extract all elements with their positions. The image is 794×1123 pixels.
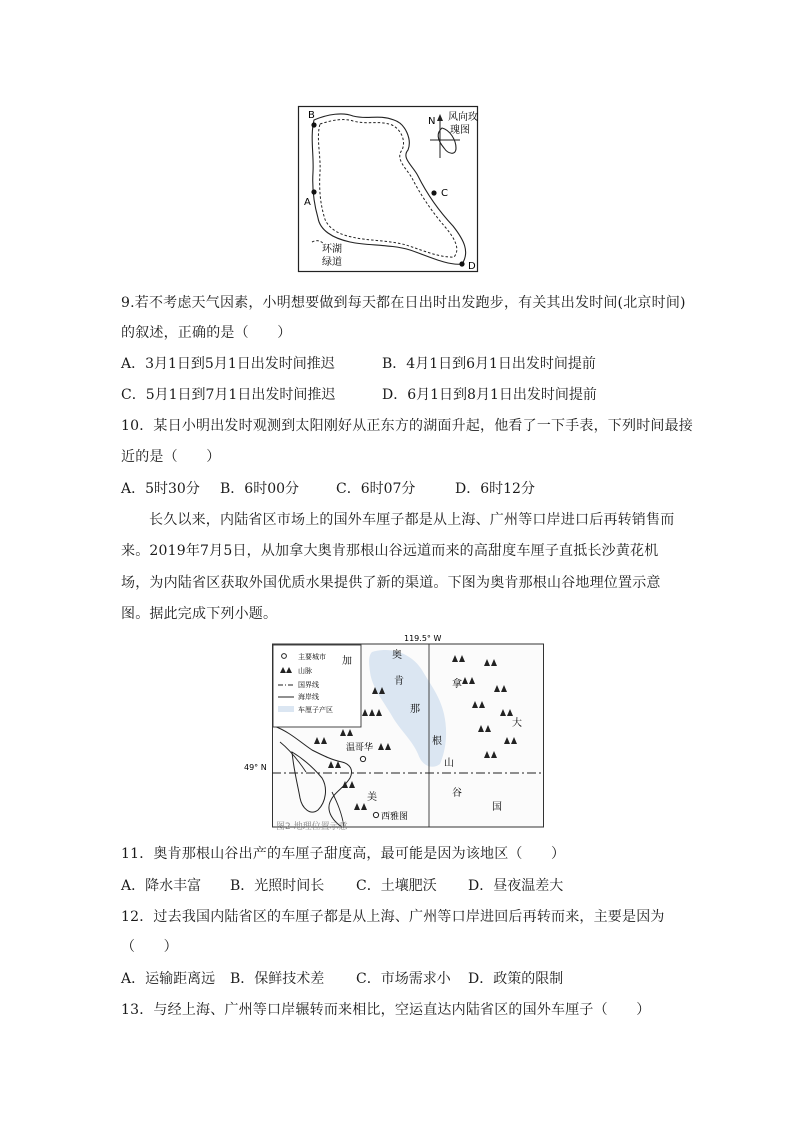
latitude-label: 49° N (244, 763, 267, 772)
passage-line-4: 图。据此完成下列小题。 (121, 606, 278, 622)
point-b-label: B (308, 110, 315, 121)
q9-option-b[interactable]: B．4月1日到6月1日出发时间提前 (382, 356, 596, 372)
point-d-marker (459, 261, 464, 266)
label-ao: 奥 (392, 650, 402, 661)
point-a-marker (311, 189, 316, 194)
point-c-label: C (441, 188, 448, 199)
q11-option-d[interactable]: D．昼夜温差大 (468, 878, 564, 894)
longitude-label: 119.5° W (404, 634, 442, 643)
legend-border-label: 国界线 (298, 681, 319, 689)
q13-stem-line-1: 13．与经上海、广州等口岸辗转而来相比，空运直达内陆省区的国外车厘子（ ） (121, 1002, 651, 1018)
label-gen: 根 (432, 736, 442, 747)
label-jia: 加 (342, 656, 352, 667)
wind-rose-label-1: 风向玫 (448, 112, 478, 123)
label-ken: 肯 (394, 676, 404, 687)
q9-option-c[interactable]: C．5月1日到7月1日出发时间推迟 (121, 387, 336, 403)
greenway-label-1: 环湖 (322, 244, 342, 255)
q10-option-c[interactable]: C．6时07分 (336, 481, 416, 497)
label-da: 大 (512, 718, 522, 729)
q12-option-b[interactable]: B．保鲜技术差 (230, 971, 325, 987)
legend-coast-label: 海岸线 (298, 693, 319, 701)
q9-stem-line-1: 9.若不考虑天气因素，小明想要做到每天都在日出时出发跑步，有关其出发时间(北京时间) (121, 295, 686, 311)
label-na: 那 (410, 704, 420, 715)
q10-option-b[interactable]: B．6时00分 (220, 481, 300, 497)
q9-stem-line-2: 的叙述，正确的是（ ） (121, 325, 292, 341)
vancouver-marker (360, 756, 365, 761)
q11-option-b[interactable]: B．光照时间长 (230, 878, 325, 894)
passage-line-1: 长久以来，内陆省区市场上的国外车厘子都是从上海、广州等口岸进口后再转销售而 (149, 512, 675, 528)
q12-option-a[interactable]: A．运输距离远 (121, 971, 216, 987)
point-b-marker (311, 122, 316, 127)
passage-line-2: 来。2019年7月5日，从加拿大奥肯那根山谷远道而来的高甜度车厘子直抵长沙黄花机 (121, 543, 659, 559)
caption-cut-off: 图2 地理位置示意 (276, 822, 348, 832)
okanagan-valley-map (244, 632, 544, 832)
q12-stem-line-2: （ ） (121, 939, 178, 955)
wind-rose-label-2: 瑰图 (450, 125, 470, 136)
legend-mountain-label: 山脉 (298, 667, 312, 675)
greenway-label-2: 绿道 (322, 257, 342, 268)
q10-option-a[interactable]: A．5时30分 (121, 481, 200, 497)
q11-stem-line-1: 11．奥肯那根山谷出产的车厘子甜度高，最可能是因为该地区（ ） (121, 846, 566, 862)
q12-option-d[interactable]: D．政策的限制 (468, 971, 564, 987)
q9-option-d[interactable]: D．6月1日到8月1日出发时间提前 (382, 387, 597, 403)
point-a-label: A (304, 197, 311, 208)
q12-option-c[interactable]: C．市场需求小 (356, 971, 451, 987)
lake-greenway-map (298, 106, 478, 272)
q12-stem-line-1: 12．过去我国内陆省区的车厘子都是从上海、广州等口岸进回后再转而来，主要是因为 (121, 909, 665, 925)
point-d-label: D (468, 261, 476, 272)
label-shan: 山 (444, 758, 454, 769)
label-guo: 国 (492, 802, 502, 813)
north-label: N (428, 116, 436, 127)
q10-stem-line-2: 近的是（ ） (121, 449, 221, 465)
seattle-marker (373, 812, 378, 817)
legend-city-label: 主要城市 (298, 653, 326, 661)
label-gu: 谷 (452, 788, 462, 799)
q11-option-a[interactable]: A．降水丰富 (121, 878, 202, 894)
q9-option-a[interactable]: A．3月1日到5月1日出发时间推迟 (121, 356, 335, 372)
q10-stem-line-1: 10．某日小明出发时观测到太阳刚好从正东方的湖面升起，他看了一下手表，下列时间最接 (121, 418, 694, 434)
q11-option-c[interactable]: C．土壤肥沃 (356, 878, 437, 894)
seattle-label: 西雅图 (381, 812, 409, 822)
legend-region-icon (278, 706, 294, 712)
vancouver-label: 温哥华 (346, 743, 374, 753)
legend-region-label: 车厘子产区 (298, 706, 333, 714)
q10-option-d[interactable]: D．6时12分 (455, 481, 535, 497)
label-mei: 美 (367, 792, 377, 803)
passage-line-3: 场，为内陆省区获取外国优质水果提供了新的渠道。下图为奥肯那根山谷地理位置示意 (121, 575, 661, 591)
point-c-marker (431, 190, 436, 195)
label-na2: 拿 (452, 679, 462, 690)
